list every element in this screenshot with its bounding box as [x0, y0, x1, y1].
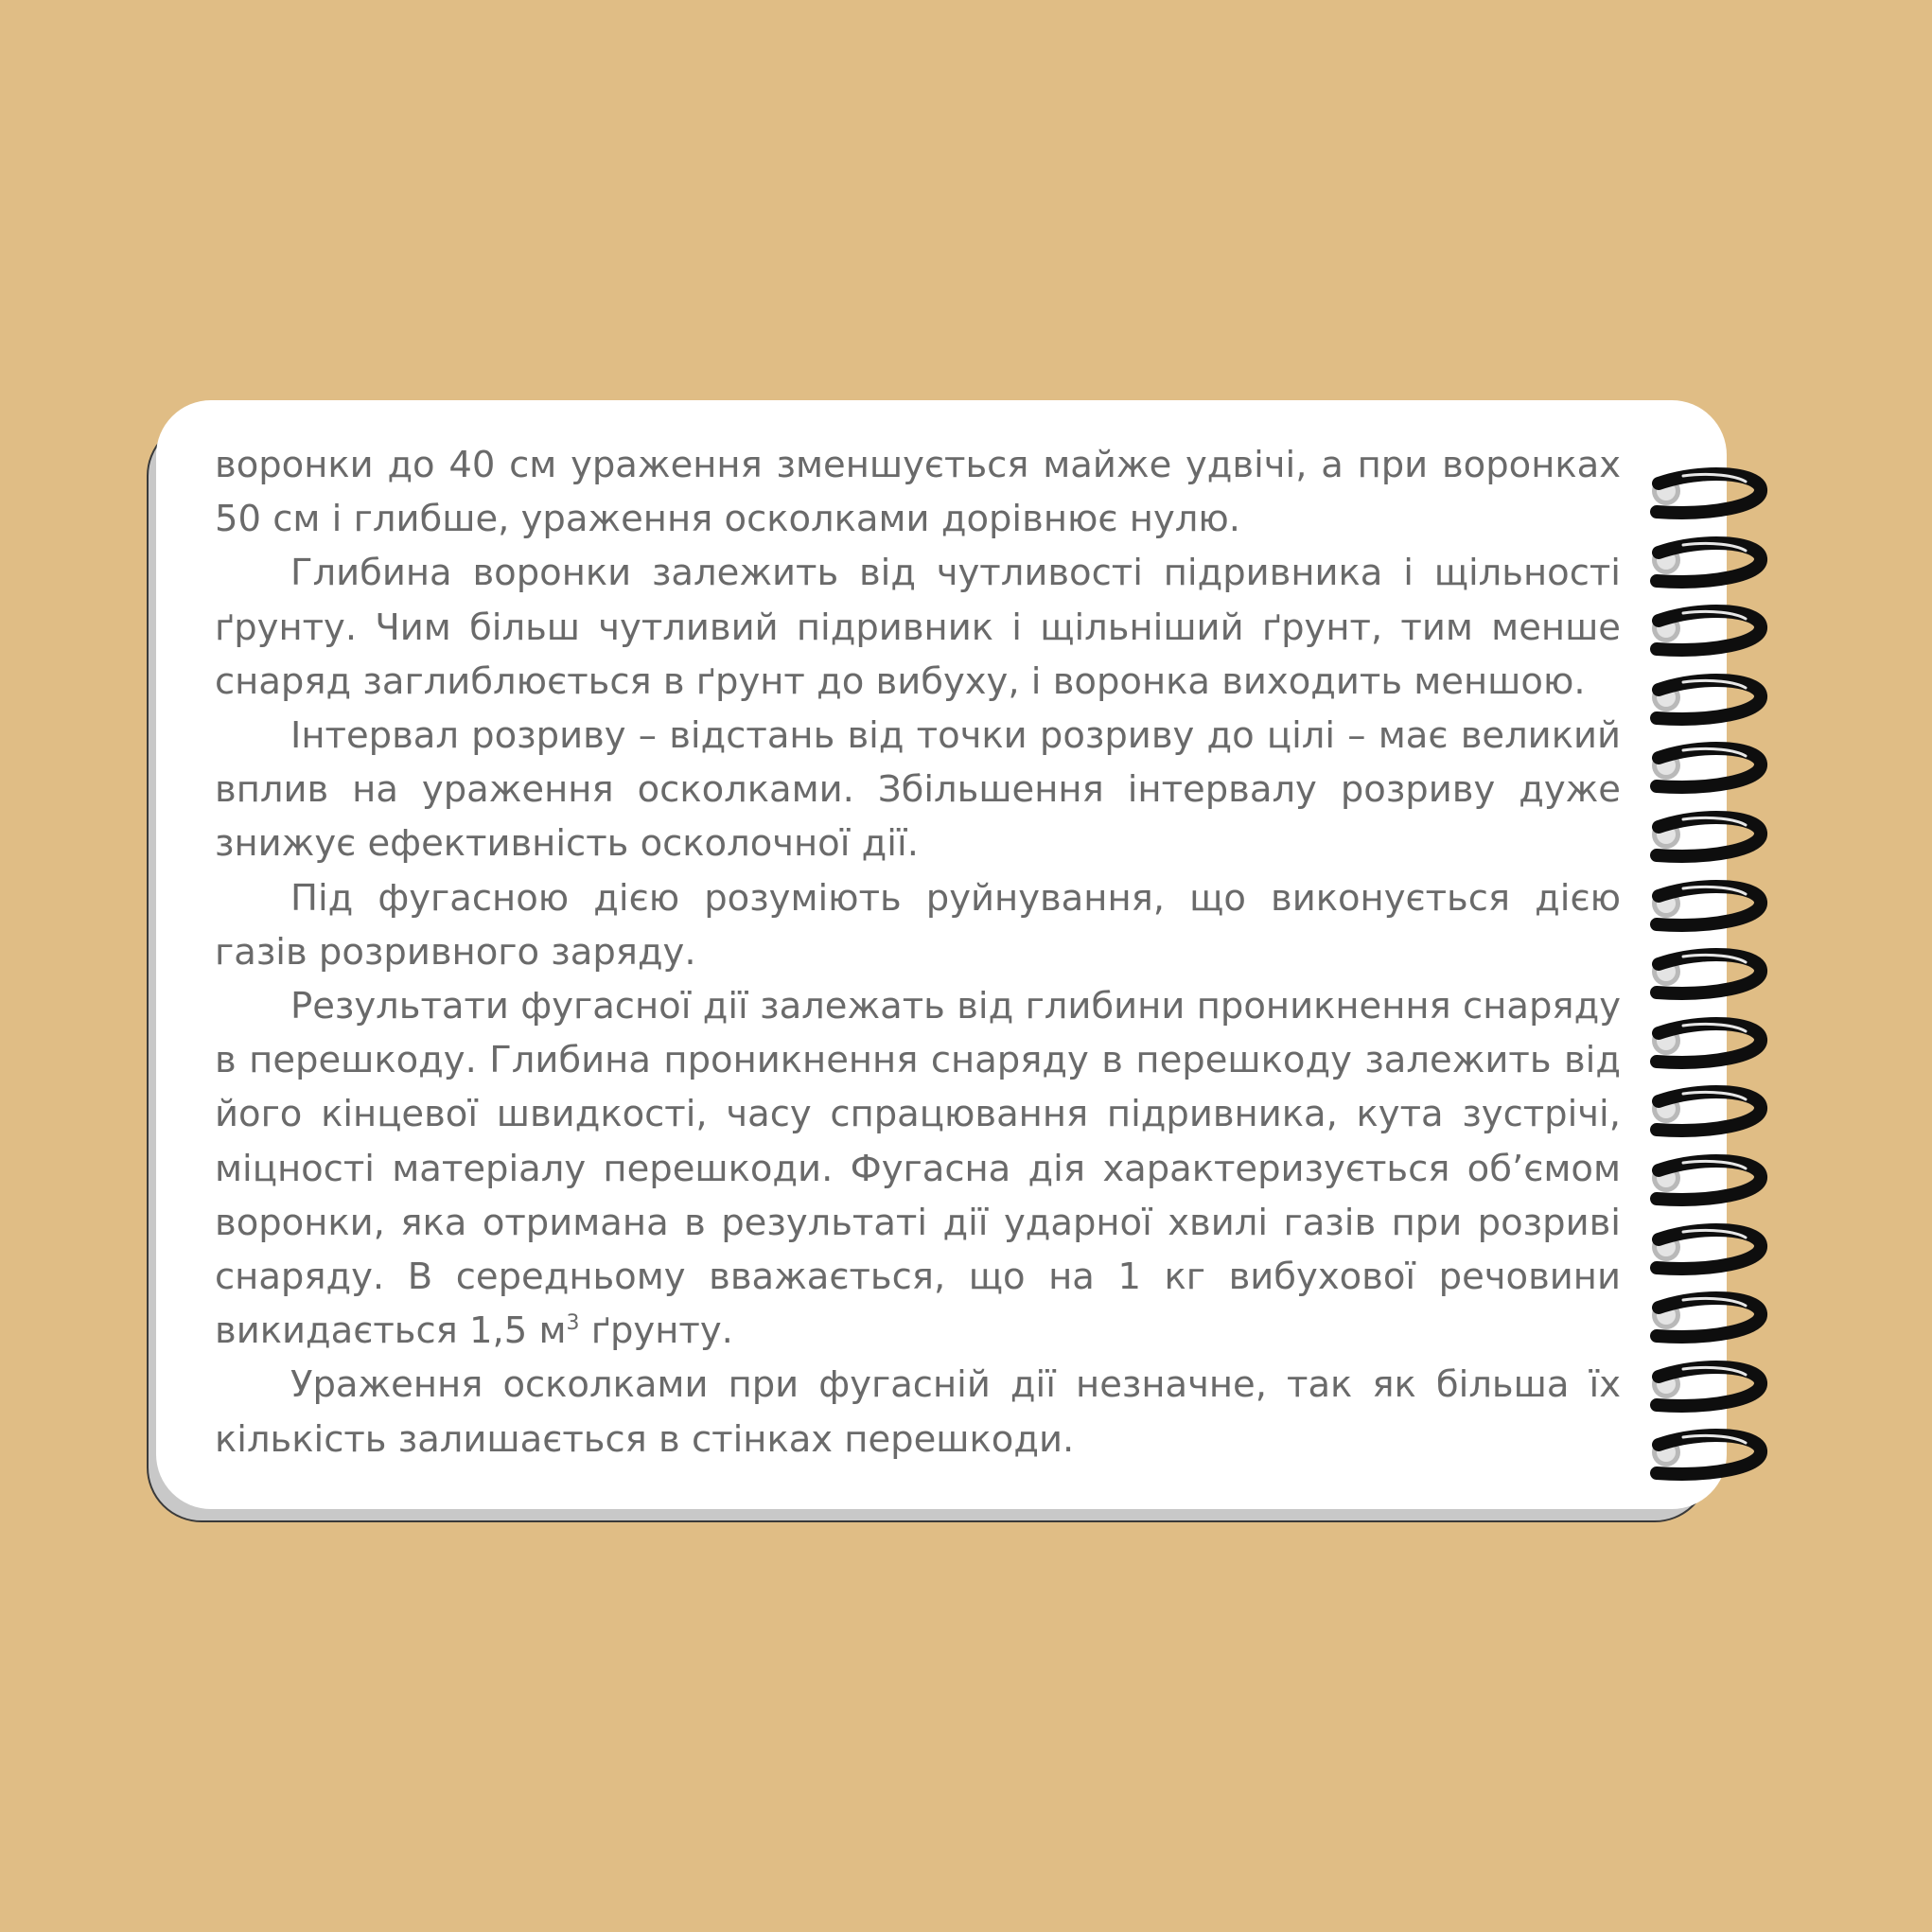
spiral-ring: [1645, 731, 1778, 799]
spiral-ring: [1645, 800, 1778, 869]
spiral-ring: [1645, 1213, 1778, 1281]
spiral-ring: [1645, 526, 1778, 594]
spiral-ring: [1645, 594, 1778, 662]
paragraph-3: Інтервал розриву – відстань від точки розриву до цілі – має великий вплив на ураження осколками. Збільшення інтервалу розриву дуже знижує ефективність осколочної дії.: [215, 714, 1621, 866]
spiral-ring: [1645, 1281, 1778, 1349]
spiral-ring: [1645, 1418, 1778, 1486]
spiral-binding: [1645, 457, 1778, 1460]
spiral-ring: [1645, 938, 1778, 1006]
notebook-page: [156, 400, 1727, 1509]
paragraph-5-tail: ґрунту.: [579, 1309, 733, 1353]
paragraph-1: воронки до 40 см ураження зменшується майже удвічі, а при воронках 50 см і глибше, ураження осколками дорівнює нулю.: [215, 444, 1621, 541]
paragraph-6: Ураження осколками при фугасній дії незначне, так як більша їх кількість залишається в стінках перешкоди.: [215, 1363, 1621, 1461]
spiral-ring: [1645, 1144, 1778, 1212]
spiral-ring: [1645, 869, 1778, 938]
paragraph-5: [215, 979, 1621, 1358]
spiral-ring: [1645, 1075, 1778, 1143]
superscript-3: 3: [566, 1311, 580, 1336]
spiral-ring: [1645, 663, 1778, 731]
spiral-ring: [1645, 1007, 1778, 1075]
paragraph-2: Глибина воронки залежить від чутливості підривника і щільності ґрунту. Чим більш чутливий підривник і щільніший ґрунт, тим менше снаряд заглиблюється в ґрунт до вибуху, і воронка виходить меншою.: [215, 552, 1621, 703]
paragraph-5-text: Результати фугасної дії залежать від глибини проникнення снаряду в перешкоду. Глибина проникнення снаряду в перешкоду залежить від його кінцевої швидкості, часу спрацювання підривника, кута зустрічі, міцності матеріалу перешкоди. Фугасна дія характеризується об’ємом воронки, яка отримана в результаті дії ударної хвилі газів при розриві снаряду. В середньому вважається, що на 1 кг вибухової речовини викидається 1,5 м: [215, 985, 1621, 1353]
paragraph-4: Під фугасною дією розуміють руйнування, що виконується дією газів розривного заряду.: [215, 876, 1621, 974]
notebook: [147, 400, 1738, 1522]
spiral-ring: [1645, 457, 1778, 525]
spiral-ring: [1645, 1350, 1778, 1418]
page-text: [215, 438, 1621, 1467]
